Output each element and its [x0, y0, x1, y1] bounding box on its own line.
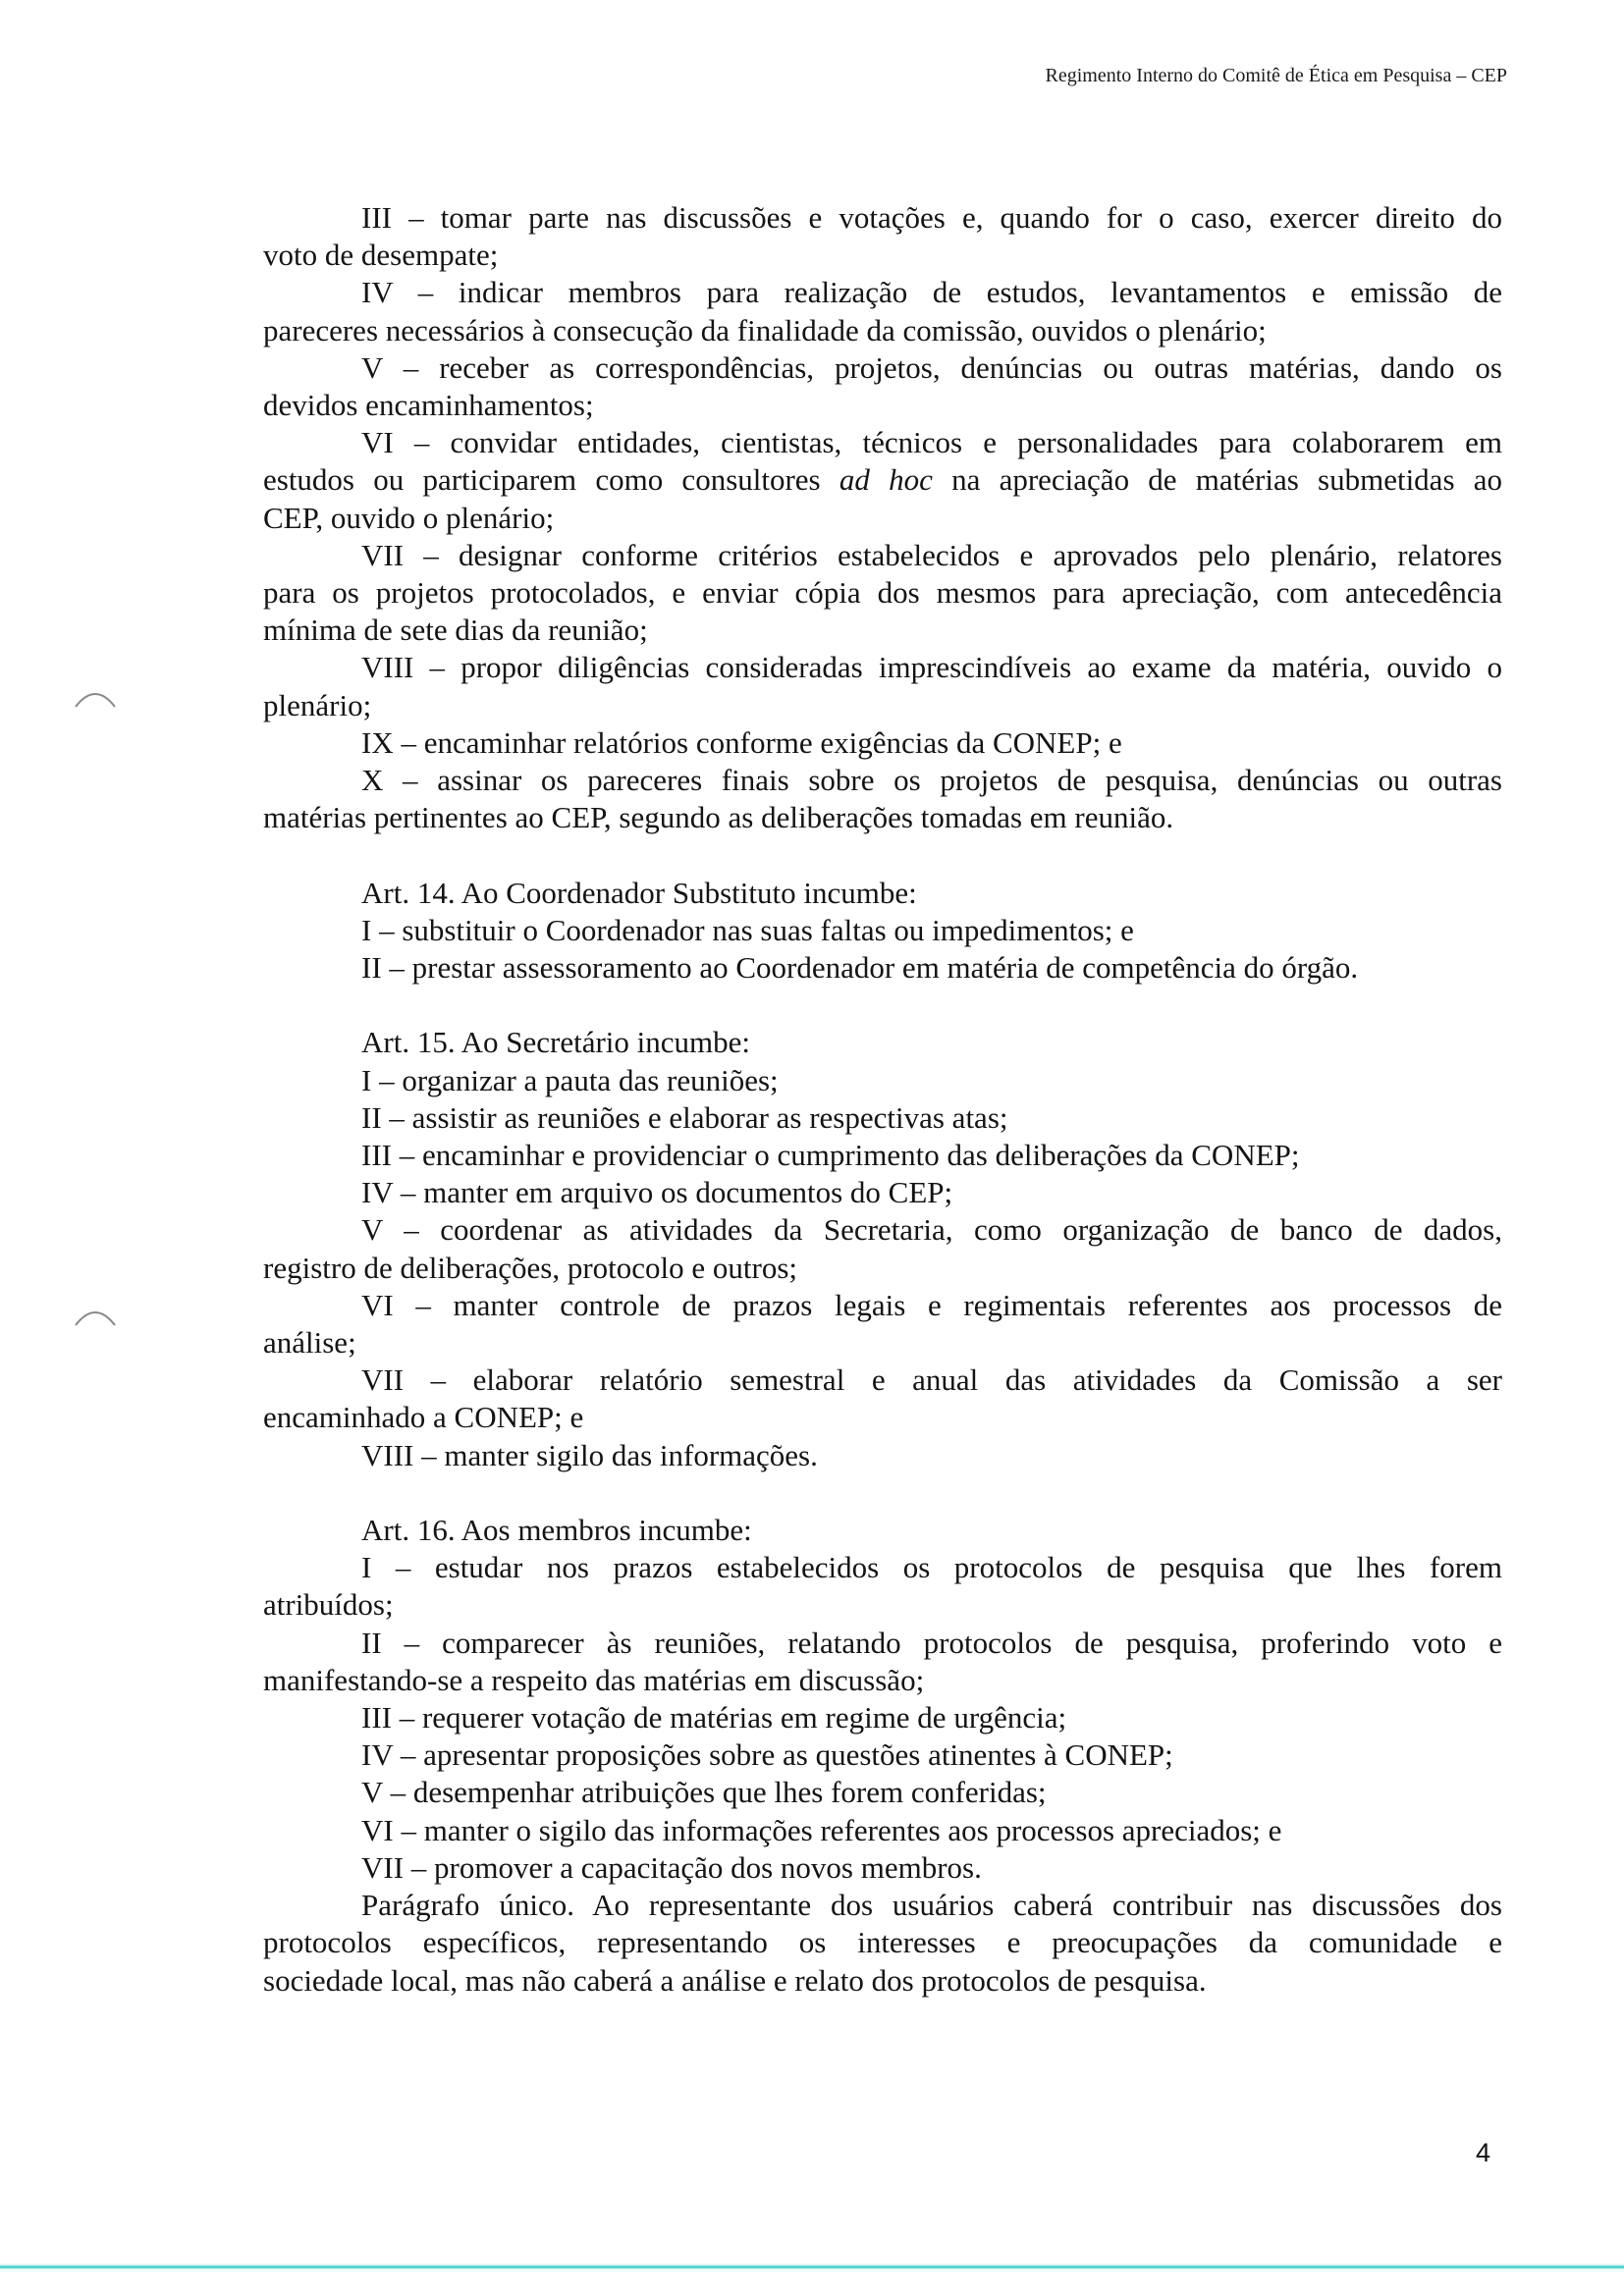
document-body — [263, 199, 1502, 2000]
paragraph-first-line: II – prestar assessoramento ao Coordenador em matéria de competência do órgão. — [361, 950, 1359, 986]
paragraph-line: registro de deliberações, protocolo e outros; — [263, 1250, 798, 1285]
paragraph — [263, 1812, 1502, 1849]
paragraph — [263, 1849, 1502, 1887]
paragraph-line: voto de desempate; — [263, 238, 499, 273]
paragraph — [263, 1549, 1502, 1624]
paragraph-spacer — [263, 1474, 1502, 1512]
paragraph-first-line: IV – manter em arquivo os documentos do CEP; — [361, 1175, 953, 1210]
paragraph — [263, 1887, 1502, 2000]
paragraph-first-line: V – receber as correspondências, projetos, denúncias ou outras matérias, dando os — [361, 349, 1502, 385]
paragraph-first-line: VI – manter o sigilo das informações referentes aos processos apreciados; e — [361, 1812, 1282, 1847]
paragraph-first-line: IX – encaminhar relatórios conforme exigências da CONEP; e — [361, 724, 1122, 760]
paragraph-line: para os projetos protocolados, e enviar cópia dos mesmos para apreciação, com antecedência — [263, 575, 1502, 611]
paragraph — [263, 1062, 1502, 1099]
paragraph — [263, 274, 1502, 348]
paragraph — [263, 199, 1502, 274]
paragraph-line: pareceres necessários à consecução da finalidade da comissão, ouvidos o plenário; — [263, 312, 1267, 347]
paragraph-line: protocolos específicos, representando os interesses e preocupações da comunidade e — [263, 1925, 1502, 1960]
paragraph-first-line: VII – elaborar relatório semestral e anual das atividades da Comissão a ser — [361, 1362, 1502, 1398]
paragraph — [263, 875, 1502, 912]
paragraph-first-line: Parágrafo único. Ao representante dos usuários caberá contribuir nas discussões dos — [361, 1888, 1502, 1923]
paragraph-line: plenário; — [263, 687, 372, 722]
paragraph — [263, 1211, 1502, 1286]
paragraph-line: devidos encaminhamentos; — [263, 388, 594, 423]
paragraph — [263, 649, 1502, 723]
paragraph-line: sociedade local, mas não caberá a análise e relato dos protocolos de pesquisa. — [263, 1962, 1207, 1998]
paragraph — [263, 1174, 1502, 1211]
paragraph — [263, 1699, 1502, 1736]
paragraph-first-line: I – organizar a pauta das reuniões; — [361, 1062, 779, 1097]
paragraph-first-line: VII – designar conforme critérios estabelecidos e aprovados pelo plenário, relatores — [361, 537, 1502, 572]
italic-term: ad hoc — [839, 462, 933, 498]
paragraph — [263, 1362, 1502, 1436]
paragraph — [263, 1287, 1502, 1362]
paragraph — [263, 1137, 1502, 1174]
paragraph — [263, 724, 1502, 762]
paragraph-first-line: I – substituir o Coordenador nas suas faltas ou impedimentos; e — [361, 912, 1134, 947]
running-header: Regimento Interno do Comitê de Ética em Pesquisa – CEP — [1045, 65, 1507, 86]
paragraph-first-line: III – requerer votação de matérias em regime de urgência; — [361, 1700, 1067, 1735]
punch-hole-arc-icon — [73, 681, 118, 711]
paragraph-first-line: Art. 16. Aos membros incumbe: — [361, 1513, 752, 1548]
paragraph — [263, 762, 1502, 836]
paragraph-line: matérias pertinentes ao CEP, segundo as deliberações tomadas em reunião. — [263, 800, 1174, 835]
paragraph-first-line: IV – apresentar proposições sobre as questões atinentes à CONEP; — [361, 1737, 1173, 1773]
paragraph — [263, 1099, 1502, 1137]
paragraph — [263, 912, 1502, 949]
paragraph-first-line: VIII – propor diligências consideradas imprescindíveis ao exame da matéria, ouvido o — [361, 650, 1502, 685]
paragraph-first-line: III – encaminhar e providenciar o cumprimento das deliberações da CONEP; — [361, 1138, 1300, 1173]
paragraph — [263, 1437, 1502, 1474]
paragraph-first-line: V – desempenhar atribuições que lhes forem conferidas; — [361, 1775, 1047, 1810]
paragraph-first-line: VII – promover a capacitação dos novos membros. — [361, 1849, 982, 1885]
paragraph-line: CEP, ouvido o plenário; — [263, 500, 555, 535]
page-number: 4 — [1476, 2138, 1491, 2167]
paragraph — [263, 1512, 1502, 1549]
paragraph-spacer — [263, 987, 1502, 1024]
paragraph — [263, 349, 1502, 424]
paragraph-line: mínima de sete dias da reunião; — [263, 613, 648, 648]
paragraph-line: atribuídos; — [263, 1587, 394, 1623]
paragraph-spacer — [263, 836, 1502, 874]
paragraph-line: estudos ou participarem como consultores ad hoc na apreciação de matérias submetidas ao — [263, 462, 1502, 498]
paragraph — [263, 1024, 1502, 1061]
paragraph-first-line: V – coordenar as atividades da Secretaria, como organização de banco de dados, — [361, 1212, 1502, 1248]
paragraph-line: encaminhado a CONEP; e — [263, 1400, 584, 1435]
paragraph-first-line: II – comparecer às reuniões, relatando protocolos de pesquisa, proferindo voto e — [361, 1625, 1502, 1660]
paragraph-first-line: II – assistir as reuniões e elaborar as respectivas atas; — [361, 1099, 1008, 1135]
paragraph-line: manifestando-se a respeito das matérias em discussão; — [263, 1662, 925, 1697]
paragraph — [263, 537, 1502, 650]
paragraph-first-line: VIII – manter sigilo das informações. — [361, 1437, 818, 1472]
paragraph — [263, 1625, 1502, 1699]
paragraph-line: análise; — [263, 1325, 356, 1361]
paragraph-first-line: VI – convidar entidades, cientistas, técnicos e personalidades para colaborarem em — [361, 425, 1502, 460]
paragraph-first-line: I – estudar nos prazos estabelecidos os protocolos de pesquisa que lhes forem — [361, 1550, 1502, 1585]
paragraph-first-line: Art. 15. Ao Secretário incumbe: — [361, 1025, 751, 1060]
punch-hole-arc-icon — [73, 1300, 118, 1329]
bottom-rule — [0, 2266, 1624, 2269]
paragraph — [263, 949, 1502, 987]
paragraph — [263, 1736, 1502, 1774]
paragraph-first-line: III – tomar parte nas discussões e votações e, quando for o caso, exercer direito do — [361, 200, 1502, 235]
paragraph-first-line: Art. 14. Ao Coordenador Substituto incumbe: — [361, 875, 917, 910]
paragraph — [263, 424, 1502, 537]
paragraph — [263, 1774, 1502, 1811]
paragraph-first-line: VI – manter controle de prazos legais e regimentais referentes aos processos de — [361, 1287, 1502, 1322]
paragraph-first-line: X – assinar os pareceres finais sobre os projetos de pesquisa, denúncias ou outras — [361, 763, 1502, 798]
paragraph-first-line: IV – indicar membros para realização de estudos, levantamentos e emissão de — [361, 275, 1502, 310]
